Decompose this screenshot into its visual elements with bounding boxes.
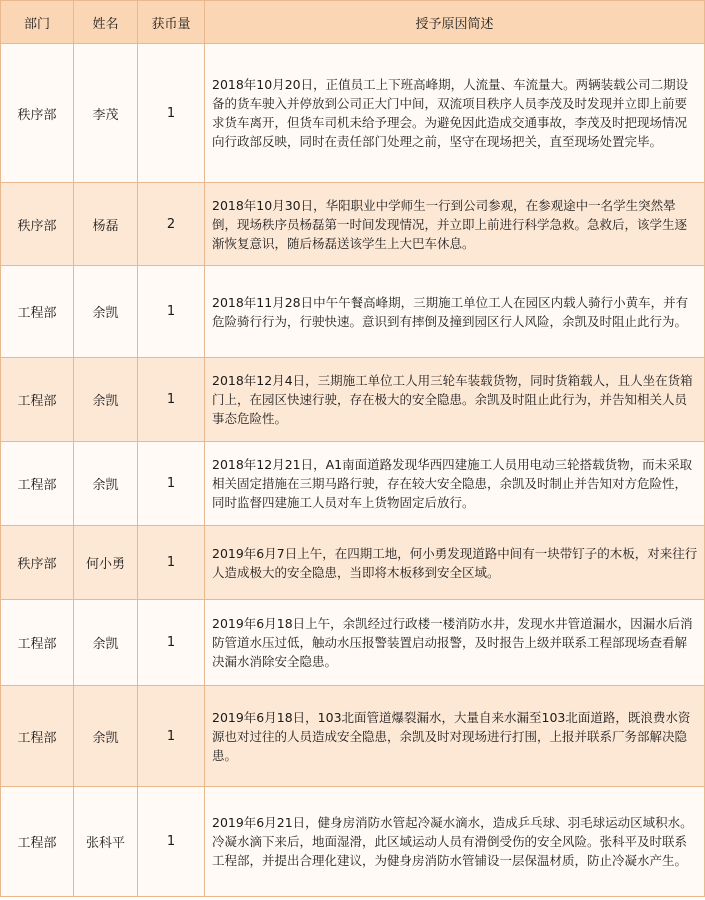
table-row: [1, 442, 705, 526]
coins-cell: 1: [138, 358, 205, 442]
table-row: [1, 266, 705, 358]
dept-cell: 工程部: [1, 442, 74, 526]
dept-cell: 秩序部: [1, 44, 74, 183]
header-name: 姓名: [74, 1, 138, 44]
table-row: [1, 44, 705, 183]
name-cell: 余凯: [74, 442, 138, 526]
coins-cell: 1: [138, 787, 205, 897]
table-row: [1, 600, 705, 686]
dept-cell: 工程部: [1, 686, 74, 787]
name-cell: 杨磊: [74, 183, 138, 266]
reason-cell: 2018年12月21日，A1南面道路发现华西四建施工人员用电动三轮搭载货物，而未采取相关固定措施在三期马路行驶，存在较大安全隐患，余凯及时制止并告知对方危险性，同时监督四建施工人员对车上货物固定后放行。: [205, 442, 705, 526]
dept-cell: 秩序部: [1, 183, 74, 266]
name-cell: 余凯: [74, 358, 138, 442]
table-row: [1, 358, 705, 442]
table-row: [1, 526, 705, 600]
reason-cell: 2019年6月7日上午，在四期工地，何小勇发现道路中间有一块带钉子的木板，对来往行人造成极大的安全隐患，当即将木板移到安全区域。: [205, 526, 705, 600]
reason-cell: 2018年10月20日，正值员工上下班高峰期，人流量、车流量大。两辆装载公司二期设备的货车驶入并停放到公司正大门中间，双流项目秩序人员李茂及时发现并立即上前要求货车离开，但货车司机未给予理会。为避免因此造成交通事故，李茂及时把现场情况向行政部反映，同时在责任部门处理之前，坚守在现场把关，直至现场处置完毕。: [205, 44, 705, 183]
coins-cell: 2: [138, 183, 205, 266]
dept-cell: 工程部: [1, 600, 74, 686]
header-coins: 获币量: [138, 1, 205, 44]
reason-cell: 2018年11月28日中午午餐高峰期，三期施工单位工人在园区内载人骑行小黄车，并有危险骑行行为，行驶快速。意识到有摔倒及撞到园区行人风险，余凯及时阻止此行为。: [205, 266, 705, 358]
name-cell: 余凯: [74, 686, 138, 787]
name-cell: 余凯: [74, 266, 138, 358]
reason-cell: 2018年10月30日，华阳职业中学师生一行到公司参观，在参观途中一名学生突然晕倒，现场秩序员杨磊第一时间发现情况，并立即上前进行科学急救。急救后，该学生逐渐恢复意识，随后杨磊送该学生上大巴车休息。: [205, 183, 705, 266]
coins-cell: 1: [138, 600, 205, 686]
reason-cell: 2019年6月18日，103北面管道爆裂漏水，大量自来水漏至103北面道路，既浪费水资源也对过往的人员造成安全隐患，余凯及时对现场进行打围，上报并联系厂务部解决隐患。: [205, 686, 705, 787]
table-row: [1, 183, 705, 266]
header-dept: 部门: [1, 1, 74, 44]
header-reason: 授予原因简述: [205, 1, 705, 44]
coins-cell: 1: [138, 526, 205, 600]
name-cell: 李茂: [74, 44, 138, 183]
name-cell: 张科平: [74, 787, 138, 897]
reason-cell: 2019年6月21日，健身房消防水管起冷凝水滴水，造成乒乓球、羽毛球运动区域积水。冷凝水滴下来后，地面湿滑，此区域运动人员有滑倒受伤的安全风险。张科平及时联系工程部，并提出合理化建议，为健身房消防水管铺设一层保温材质，防止冷凝水产生。: [205, 787, 705, 897]
reason-cell: 2018年12月4日，三期施工单位工人用三轮车装载货物，同时货箱载人，且人坐在货箱门上，在园区快速行驶，存在极大的安全隐患。余凯及时阻止此行为，并告知相关人员事态危险性。: [205, 358, 705, 442]
coins-cell: 1: [138, 686, 205, 787]
coins-cell: 1: [138, 44, 205, 183]
dept-cell: 工程部: [1, 358, 74, 442]
coins-cell: 1: [138, 442, 205, 526]
table-row: [1, 787, 705, 897]
name-cell: 余凯: [74, 600, 138, 686]
table-row: [1, 686, 705, 787]
header-row: [1, 1, 705, 44]
reason-cell: 2019年6月18日上午，余凯经过行政楼一楼消防水井，发现水井管道漏水，因漏水后消防管道水压过低，触动水压报警装置启动报警，及时报告上级并联系工程部现场查看解决漏水消除安全隐患。: [205, 600, 705, 686]
name-cell: 何小勇: [74, 526, 138, 600]
dept-cell: 秩序部: [1, 526, 74, 600]
dept-cell: 工程部: [1, 266, 74, 358]
dept-cell: 工程部: [1, 787, 74, 897]
coins-cell: 1: [138, 266, 205, 358]
